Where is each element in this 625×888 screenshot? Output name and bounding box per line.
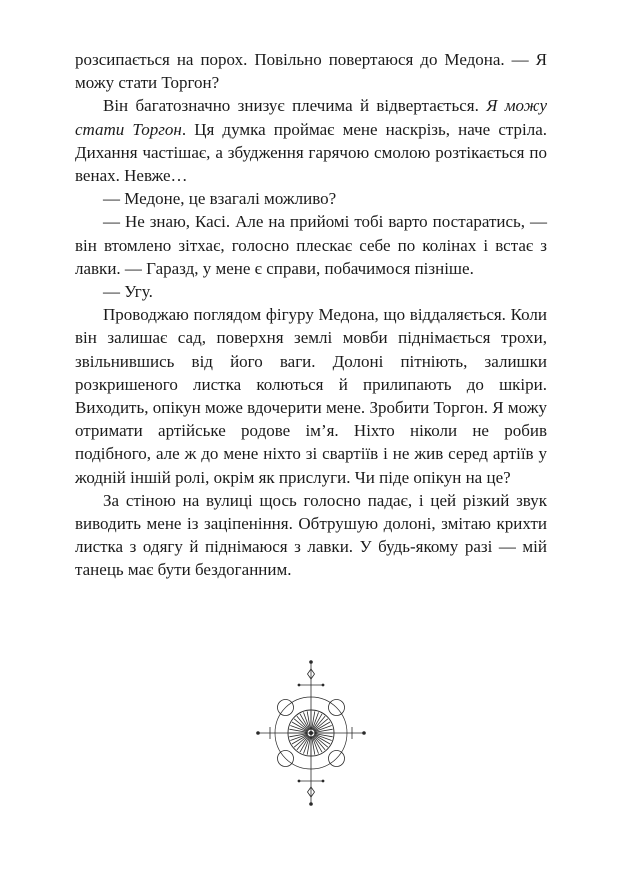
paragraph <box>75 303 547 489</box>
paragraph-text: . Ця думка проймає мене наскрізь, наче стріла. Дихання частішає, а збудження гарячою смолою розтікається по венах. Невже… <box>75 119 547 186</box>
section-divider <box>75 658 547 808</box>
dialogue-line <box>75 210 547 280</box>
paragraph-text-italic: Я можу стати Торгон <box>75 96 547 139</box>
paragraph <box>75 94 547 187</box>
dialogue-line <box>75 280 547 303</box>
paragraph-text: розсипається на порох. Повільно повертаюся до Медона. — Я можу стати Торгон? <box>75 50 547 93</box>
paragraph-continuation <box>75 48 547 94</box>
compass-rosette-ornament <box>246 658 376 808</box>
page-text <box>75 48 547 582</box>
paragraph-text: — Медоне, це взагалі можливо? <box>103 189 337 209</box>
paragraph-text: За стіною на вулиці щось голосно падає, і цей різкий звук виводить мене із заціпеніння. Обтрушую долоні, змітаю крихти листка з одягу й піднімаюся з лавки. У будь-якому разі — мій танець має бути бездоганним. <box>75 490 547 580</box>
paragraph-text: — Угу. <box>103 282 153 302</box>
paragraph-text: — Не знаю, Касі. Але на прийомі тобі варто постаратись, — він втомлено зітхає, голосно плескає себе по колінах і встає з лавки. — Гаразд, у мене є справи, побачимося пізніше. <box>75 212 547 278</box>
paragraph-text: Він багатозначно знизує плечима й відвертається. <box>103 96 487 116</box>
dialogue-line <box>75 187 547 210</box>
paragraph-text: Проводжаю поглядом фігуру Медона, що віддаляється. Коли він залишає сад, поверхня землі мовби піднімається трохи, звільнившись від його ваги. Долоні пітніють, залишки розкришеного листка колються й прилипають до шкіри. Виходить, опікун може вдочерити мене. Зробити Торгон. Я можу отримати артійське родове ім’я. Ніхто ніколи не робив подібного, але ж до мене ніхто зі свартіїв і не жив серед артіїв у жодній іншій ролі, окрім як прислуги. Чи піде опікун на це? <box>75 305 547 487</box>
paragraph <box>75 489 547 582</box>
